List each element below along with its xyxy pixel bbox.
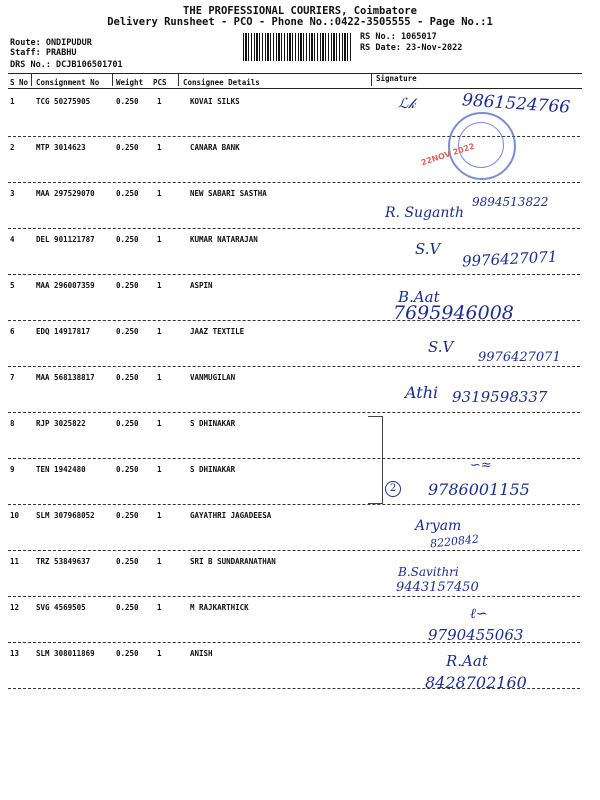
col-header-consignment: Consignment No bbox=[36, 78, 100, 87]
signature-7-phone: 9319598337 bbox=[452, 388, 548, 406]
signature-11-phone: 9443157450 bbox=[396, 580, 479, 595]
cell-consignment: TRZ 53849637 bbox=[36, 557, 91, 566]
cell-pcs: 1 bbox=[157, 557, 162, 566]
group-bracket bbox=[368, 416, 383, 504]
row-divider bbox=[8, 366, 580, 367]
cell-weight: 0.250 bbox=[116, 97, 139, 106]
col-header-pcs: PCS bbox=[153, 78, 167, 87]
cell-consignee: S DHINAKAR bbox=[190, 419, 236, 428]
cell-consignment: MTP 3014623 bbox=[36, 143, 86, 152]
cell-weight: 0.250 bbox=[116, 189, 139, 198]
cell-weight: 0.250 bbox=[116, 327, 139, 336]
company-title: THE PROFESSIONAL COURIERS, Coimbatore bbox=[183, 5, 417, 17]
signature-7-name: Athi bbox=[405, 383, 439, 402]
cell-consignee: VANMUGILAN bbox=[190, 373, 236, 382]
cell-pcs: 1 bbox=[157, 649, 162, 658]
row-divider bbox=[8, 228, 580, 229]
cell-sno: 3 bbox=[10, 189, 15, 198]
header-bottom-rule bbox=[8, 88, 582, 89]
cell-consignment: MAA 297529070 bbox=[36, 189, 95, 198]
cell-sno: 8 bbox=[10, 419, 15, 428]
row-divider bbox=[8, 182, 580, 183]
cell-pcs: 1 bbox=[157, 419, 162, 428]
cell-consignment: MAA 568138817 bbox=[36, 373, 95, 382]
col-header-weight: Weight bbox=[116, 78, 144, 87]
signature-5-name: B.Aat bbox=[398, 288, 440, 306]
cell-sno: 9 bbox=[10, 465, 15, 474]
row-divider bbox=[8, 504, 580, 505]
cell-sno: 13 bbox=[10, 649, 20, 658]
cell-weight: 0.250 bbox=[116, 511, 139, 520]
row-divider bbox=[8, 412, 580, 413]
cell-pcs: 1 bbox=[157, 511, 162, 520]
cell-sno: 5 bbox=[10, 281, 15, 290]
header-top-rule bbox=[8, 73, 582, 74]
cell-weight: 0.250 bbox=[116, 235, 139, 244]
cell-consignee: SRI B SUNDARANATHAN bbox=[190, 557, 276, 566]
cell-pcs: 1 bbox=[157, 603, 162, 612]
signature-4-name: S.V bbox=[415, 240, 441, 258]
cell-sno: 11 bbox=[10, 557, 20, 566]
cell-consignment: RJP 3025822 bbox=[36, 419, 86, 428]
col-divider bbox=[178, 74, 179, 86]
cell-weight: 0.250 bbox=[116, 465, 139, 474]
cell-weight: 0.250 bbox=[116, 143, 139, 152]
cell-consignee: S DHINAKAR bbox=[190, 465, 236, 474]
signature-13-name: R.Aat bbox=[446, 652, 488, 670]
signature-12-scribble: ℓ∽ bbox=[470, 606, 488, 622]
row-divider bbox=[8, 458, 580, 459]
staff-label: Staff: PRABHU bbox=[10, 48, 77, 58]
cell-weight: 0.250 bbox=[116, 649, 139, 658]
cell-consignment: SVG 4569505 bbox=[36, 603, 86, 612]
col-header-sno: S No bbox=[10, 78, 29, 87]
cell-weight: 0.250 bbox=[116, 557, 139, 566]
signature-3-name: R. Suganth bbox=[385, 205, 465, 221]
cell-sno: 7 bbox=[10, 373, 15, 382]
signature-10-phone: 8220842 bbox=[429, 532, 480, 551]
cell-pcs: 1 bbox=[157, 465, 162, 474]
row-divider bbox=[8, 596, 580, 597]
drs-number: DRS No.: DCJB106501701 bbox=[10, 60, 123, 70]
cell-weight: 0.250 bbox=[116, 603, 139, 612]
cell-consignee: CANARA BANK bbox=[190, 143, 240, 152]
cell-weight: 0.250 bbox=[116, 281, 139, 290]
cell-sno: 10 bbox=[10, 511, 20, 520]
signature-1-scribble: ℒ𝓀 bbox=[398, 96, 416, 112]
cell-consignment: TEN 1942480 bbox=[36, 465, 86, 474]
signature-9-scribble: ∽≈ bbox=[470, 458, 492, 473]
cell-sno: 6 bbox=[10, 327, 15, 336]
cell-consignment: MAA 296007359 bbox=[36, 281, 95, 290]
cell-consignment: EDQ 14917817 bbox=[36, 327, 91, 336]
signature-9-phone: 9786001155 bbox=[428, 480, 530, 499]
cell-pcs: 1 bbox=[157, 373, 162, 382]
route-label: Route: ONDIPUDUR bbox=[10, 38, 92, 48]
col-divider bbox=[31, 74, 32, 86]
cell-consignee: M RAJKARTHICK bbox=[190, 603, 249, 612]
cell-consignment: SLM 308011869 bbox=[36, 649, 95, 658]
signature-5-phone: 7695946008 bbox=[393, 302, 514, 324]
rs-date: RS Date: 23-Nov-2022 bbox=[360, 43, 463, 53]
runsheet-title: Delivery Runsheet - PCO - Phone No.:0422-3505555 - Page No.:1 bbox=[107, 16, 493, 28]
col-divider bbox=[371, 74, 372, 86]
cell-consignee: JAAZ TEXTILE bbox=[190, 327, 245, 336]
cell-consignee: GAYATHRI JAGADEESA bbox=[190, 511, 272, 520]
cell-pcs: 1 bbox=[157, 189, 162, 198]
cell-weight: 0.250 bbox=[116, 373, 139, 382]
cell-weight: 0.250 bbox=[116, 419, 139, 428]
cell-consignee: KUMAR NATARAJAN bbox=[190, 235, 258, 244]
signature-10-name: Aryam bbox=[415, 518, 462, 534]
delivery-stamp bbox=[419, 112, 516, 180]
cell-sno: 4 bbox=[10, 235, 15, 244]
cell-consignee: ANISH bbox=[190, 649, 213, 658]
row-divider bbox=[8, 274, 580, 275]
cell-pcs: 1 bbox=[157, 327, 162, 336]
col-header-consignee: Consignee Details bbox=[183, 78, 260, 87]
signature-13-phone: 8428702160 bbox=[425, 673, 527, 692]
cell-consignment: TCG 50275905 bbox=[36, 97, 91, 106]
rs-number: RS No.: 1065017 bbox=[360, 32, 437, 42]
col-divider bbox=[112, 74, 113, 86]
cell-pcs: 1 bbox=[157, 143, 162, 152]
col-header-signature: Signature bbox=[376, 74, 417, 83]
stamp-date: 22NOV 2022 bbox=[419, 141, 476, 168]
cell-pcs: 1 bbox=[157, 97, 162, 106]
cell-consignee: ASPIN bbox=[190, 281, 213, 290]
cell-consignee: KOVAI SILKS bbox=[190, 97, 240, 106]
signature-1-phone: 9861524766 bbox=[461, 90, 571, 118]
signature-9-mark: 2 bbox=[385, 481, 401, 497]
cell-sno: 12 bbox=[10, 603, 20, 612]
cell-sno: 2 bbox=[10, 143, 15, 152]
cell-consignment: DEL 901121787 bbox=[36, 235, 95, 244]
cell-pcs: 1 bbox=[157, 281, 162, 290]
signature-6-phone: 9976427071 bbox=[478, 350, 561, 365]
row-divider bbox=[8, 550, 580, 551]
signature-3-phone: 9894513822 bbox=[472, 195, 549, 209]
signature-11-name: B.Savithri bbox=[398, 565, 459, 579]
signature-4-phone: 9976427071 bbox=[461, 247, 558, 271]
cell-sno: 1 bbox=[10, 97, 15, 106]
barcode bbox=[243, 33, 353, 61]
signature-12-phone: 9790455063 bbox=[428, 626, 524, 644]
cell-pcs: 1 bbox=[157, 235, 162, 244]
cell-consignment: SLM 307968052 bbox=[36, 511, 95, 520]
signature-6-name: S.V bbox=[428, 338, 454, 356]
cell-consignee: NEW SABARI SASTHA bbox=[190, 189, 267, 198]
